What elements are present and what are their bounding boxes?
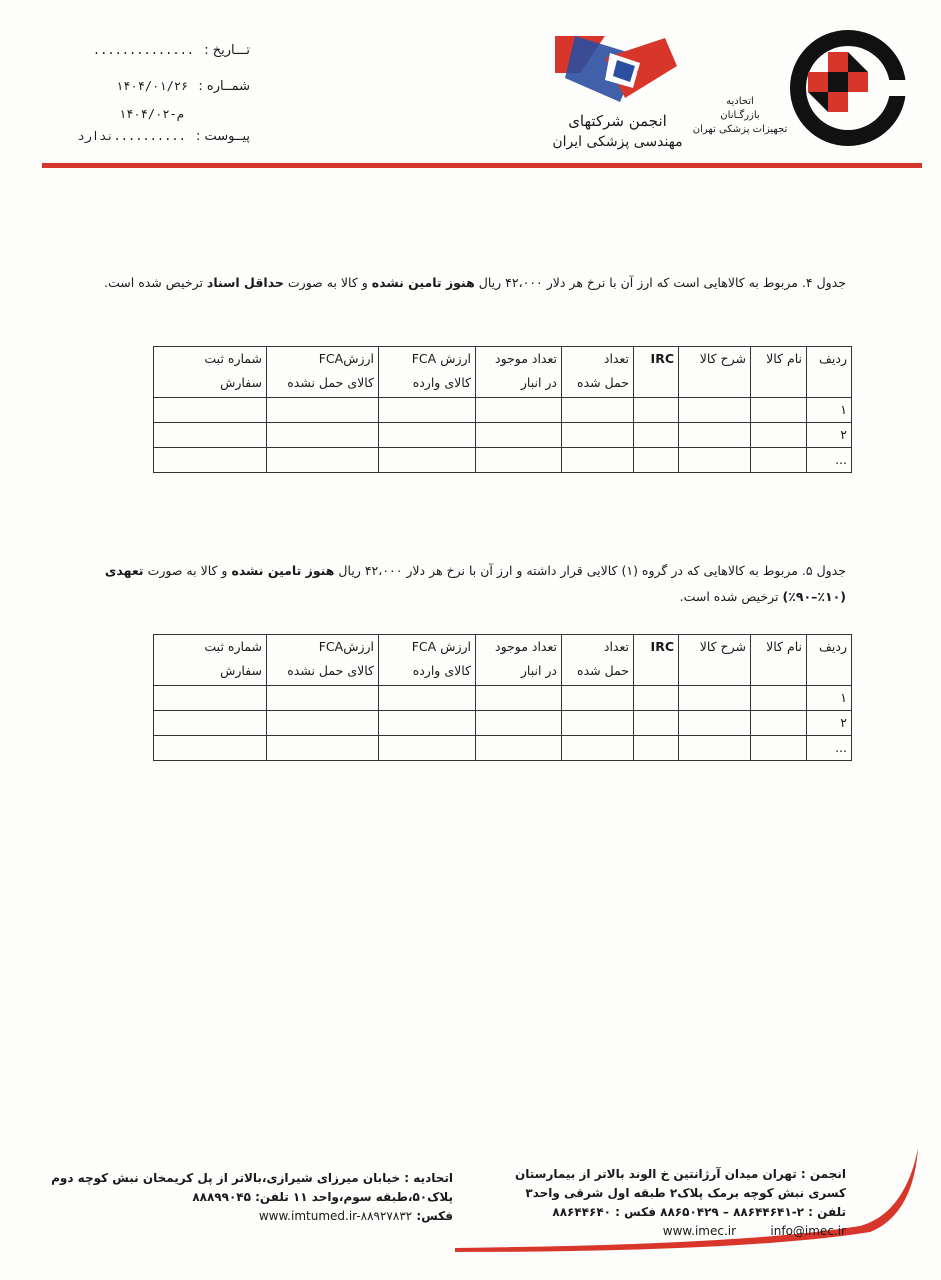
section-5-text — [96, 558, 846, 610]
union-address-line2: پلاک۵۰،طبقه سوم،واحد ۱۱ تلفن: ۸۸۸۹۹۰۴۵ — [192, 1190, 453, 1204]
col-stock-header: تعداد موجود در انبار — [476, 635, 562, 686]
row-number: ۲ — [807, 711, 852, 736]
table-row — [154, 736, 852, 761]
imec-name-line2: مهندسی پزشکی ایران — [552, 134, 683, 150]
imtu-name-line1: اتحادیه — [726, 96, 754, 107]
section-4-text-part1: جدول ۴. مربوط به کالاهایی است که ارز آن با نرخ هر دلار ۴۲،۰۰۰ ریال — [474, 275, 846, 290]
col-row-header: ردیف — [807, 347, 852, 398]
col-fca-imported-header: ارزش FCA کالای وارده — [379, 635, 476, 686]
imec-emblem-icon — [545, 28, 685, 110]
col-fca-unshipped-header: ارزشFCA کالای حمل نشده — [267, 635, 379, 686]
imtu-name-line2: بازرگـانان — [720, 110, 760, 121]
col-order-header: شماره ثبت سفارش — [154, 347, 267, 398]
col-name-header: نام کالا — [751, 635, 807, 686]
col-fca-unshipped-header: ارزشFCA کالای حمل نشده — [267, 347, 379, 398]
col-desc-header: شرح کالا — [679, 347, 751, 398]
date-value: .............. — [92, 43, 195, 57]
date-row — [93, 44, 250, 57]
row-number: ۱ — [807, 686, 852, 711]
association-web-row — [515, 1222, 846, 1241]
col-fca-imported-header: ارزش FCA کالای وارده — [379, 347, 476, 398]
section-4-text-part3: ترخیص شده است. — [104, 275, 207, 290]
footer-union-address — [51, 1169, 453, 1226]
col-name-header: نام کالا — [751, 347, 807, 398]
union-address-line1: اتحادیه : خیابان میرزای شیرازی،بالاتر از پل کریمخان نبش کوچه دوم — [51, 1171, 453, 1185]
association-website: www.imec.ir — [662, 1224, 737, 1238]
col-order-header: شماره ثبت سفارش — [154, 635, 267, 686]
col-irc-header: IRC — [634, 347, 679, 398]
number-label: شمــاره : — [198, 79, 250, 94]
association-address-line1: انجمن : تهران میدان آرژانتین خ الوند بالاتر از بیمارستان — [515, 1167, 846, 1181]
row-number: ۱ — [807, 398, 852, 423]
attachment-row — [77, 130, 250, 143]
footer-association-address — [515, 1165, 846, 1241]
table-row — [154, 686, 852, 711]
table-5 — [153, 634, 852, 761]
section-5-bold2: تعهدی (۱۰٪–۹۰٪) — [104, 563, 846, 604]
section-5-bold1: هنوز تامین نشده — [231, 563, 335, 578]
col-shipped-header: تعداد حمل شده — [562, 347, 634, 398]
association-email: info@imec.ir — [770, 1224, 846, 1238]
union-website-fax: www.imtumed.ir-۸۸۹۲۷۸۳۲ — [258, 1209, 413, 1223]
col-shipped-header: تعداد حمل شده — [562, 635, 634, 686]
table-row — [154, 711, 852, 736]
union-fax-label: فکس: — [412, 1209, 453, 1223]
reference-value: م-۱۴۰۴/۰۲ — [118, 107, 184, 121]
section-4-text-part2: و کالا به صورت — [283, 275, 372, 290]
table-row — [154, 448, 852, 473]
attachment-value: ..........ندارد — [77, 129, 186, 143]
number-value: ۱۴۰۴/۰۱/۲۶ — [116, 79, 189, 93]
col-irc-header: IRC — [634, 635, 679, 686]
row-number: ... — [807, 736, 852, 761]
section-4-bold2: حداقل اسناد — [206, 275, 284, 290]
table-row — [154, 423, 852, 448]
section-4-bold1: هنوز تامین نشده — [371, 275, 475, 290]
row-number: ... — [807, 448, 852, 473]
union-fax-row — [51, 1207, 453, 1226]
section-5-text-part2: و کالا به صورت — [143, 563, 232, 578]
reference-row — [119, 108, 190, 121]
attachment-label: پیــوست : — [195, 129, 250, 144]
header-divider — [42, 163, 922, 168]
table-4-header-row — [154, 347, 852, 398]
col-stock-header: تعداد موجود در انبار — [476, 347, 562, 398]
association-address-line2: کسری نبش کوچه برمک پلاک۲ طبقه اول شرقی واحد۳ — [525, 1186, 846, 1200]
imec-name-line1: انجمن شرکتهای — [568, 112, 667, 130]
col-row-header: ردیف — [807, 635, 852, 686]
table-4 — [153, 346, 852, 473]
date-label: تـــاریخ : — [204, 43, 250, 58]
association-phone-fax: تلفن : ۲-۸۸۶۴۴۶۴۱ – ۸۸۶۵۰۴۲۹ فکس : ۸۸۶۴۴۶۴۰ — [552, 1205, 846, 1219]
table-5-header-row — [154, 635, 852, 686]
imtu-logo — [692, 28, 910, 163]
section-5-text-part1: جدول ۵. مربوط به کالاهایی که در گروه (۱) کالایی قرار داشته و ارز آن با نرخ هر دلار ۴۲،۰۰۰ ریال — [334, 563, 846, 578]
imtu-name-line3: تجهیزات پزشکی تهران — [692, 124, 788, 135]
section-4-text — [96, 270, 846, 296]
table-row — [154, 398, 852, 423]
imec-logo — [545, 28, 685, 158]
number-row — [116, 80, 250, 93]
col-desc-header: شرح کالا — [679, 635, 751, 686]
section-5-text-part3: ترخیص شده است. — [679, 589, 783, 604]
row-number: ۲ — [807, 423, 852, 448]
